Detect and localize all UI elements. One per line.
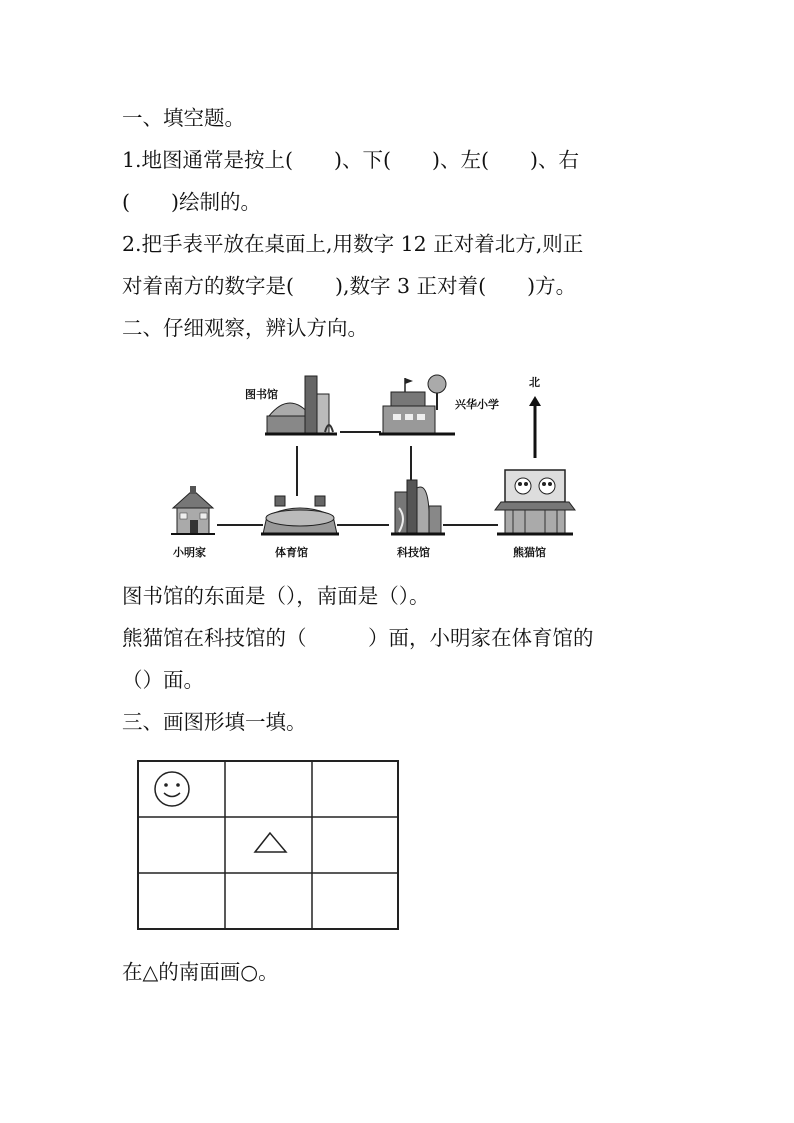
section2-question-2-line-1: 熊猫馆在科技馆的（ ）面，小明家在体育馆的: [122, 626, 594, 650]
school-building-icon: [379, 375, 455, 434]
section2-question-2-line-2: （）面。: [122, 668, 204, 692]
direction-grid: [137, 760, 399, 930]
direction-map: [165, 368, 585, 568]
panda-house-label: 熊猫馆: [513, 546, 546, 559]
gym-building-icon: [261, 496, 339, 534]
question-1-line-1: 1.地图通常是按上( )、下( )、左( )、右: [122, 148, 580, 172]
home-label: 小明家: [173, 546, 206, 559]
library-label: 图书馆: [245, 388, 278, 401]
panda-house-building-icon: [495, 470, 575, 534]
question-2-line-1: 2.把手表平放在桌面上,用数字 12 正对着北方,则正: [122, 232, 584, 256]
grid-drawing: [137, 760, 399, 930]
north-arrow-icon: [529, 396, 541, 458]
section2-question-1: 图书馆的东面是（），南面是（）。: [122, 584, 430, 608]
map-drawing: [165, 368, 585, 568]
question-2-line-2: 对着南方的数字是( ),数字 3 正对着( )方。: [122, 274, 577, 298]
science-museum-building-icon: [391, 480, 445, 534]
question-1-line-2: ( )绘制的。: [122, 190, 261, 214]
section3-instruction: 在△的南面画○。: [122, 960, 279, 984]
section2-title: 二、仔细观察，辨认方向。: [122, 316, 368, 340]
school-label: 兴华小学: [455, 398, 499, 411]
section1-title: 一、填空题。: [122, 106, 245, 130]
smiley-face-icon: [155, 772, 189, 806]
home-building-icon: [171, 486, 215, 534]
library-building-icon: [265, 376, 337, 434]
triangle-icon: [255, 833, 286, 852]
north-label: 北: [529, 376, 540, 389]
science-museum-label: 科技馆: [397, 546, 430, 559]
section3-title: 三、画图形填一填。: [122, 710, 307, 734]
gym-label: 体育馆: [275, 546, 308, 559]
